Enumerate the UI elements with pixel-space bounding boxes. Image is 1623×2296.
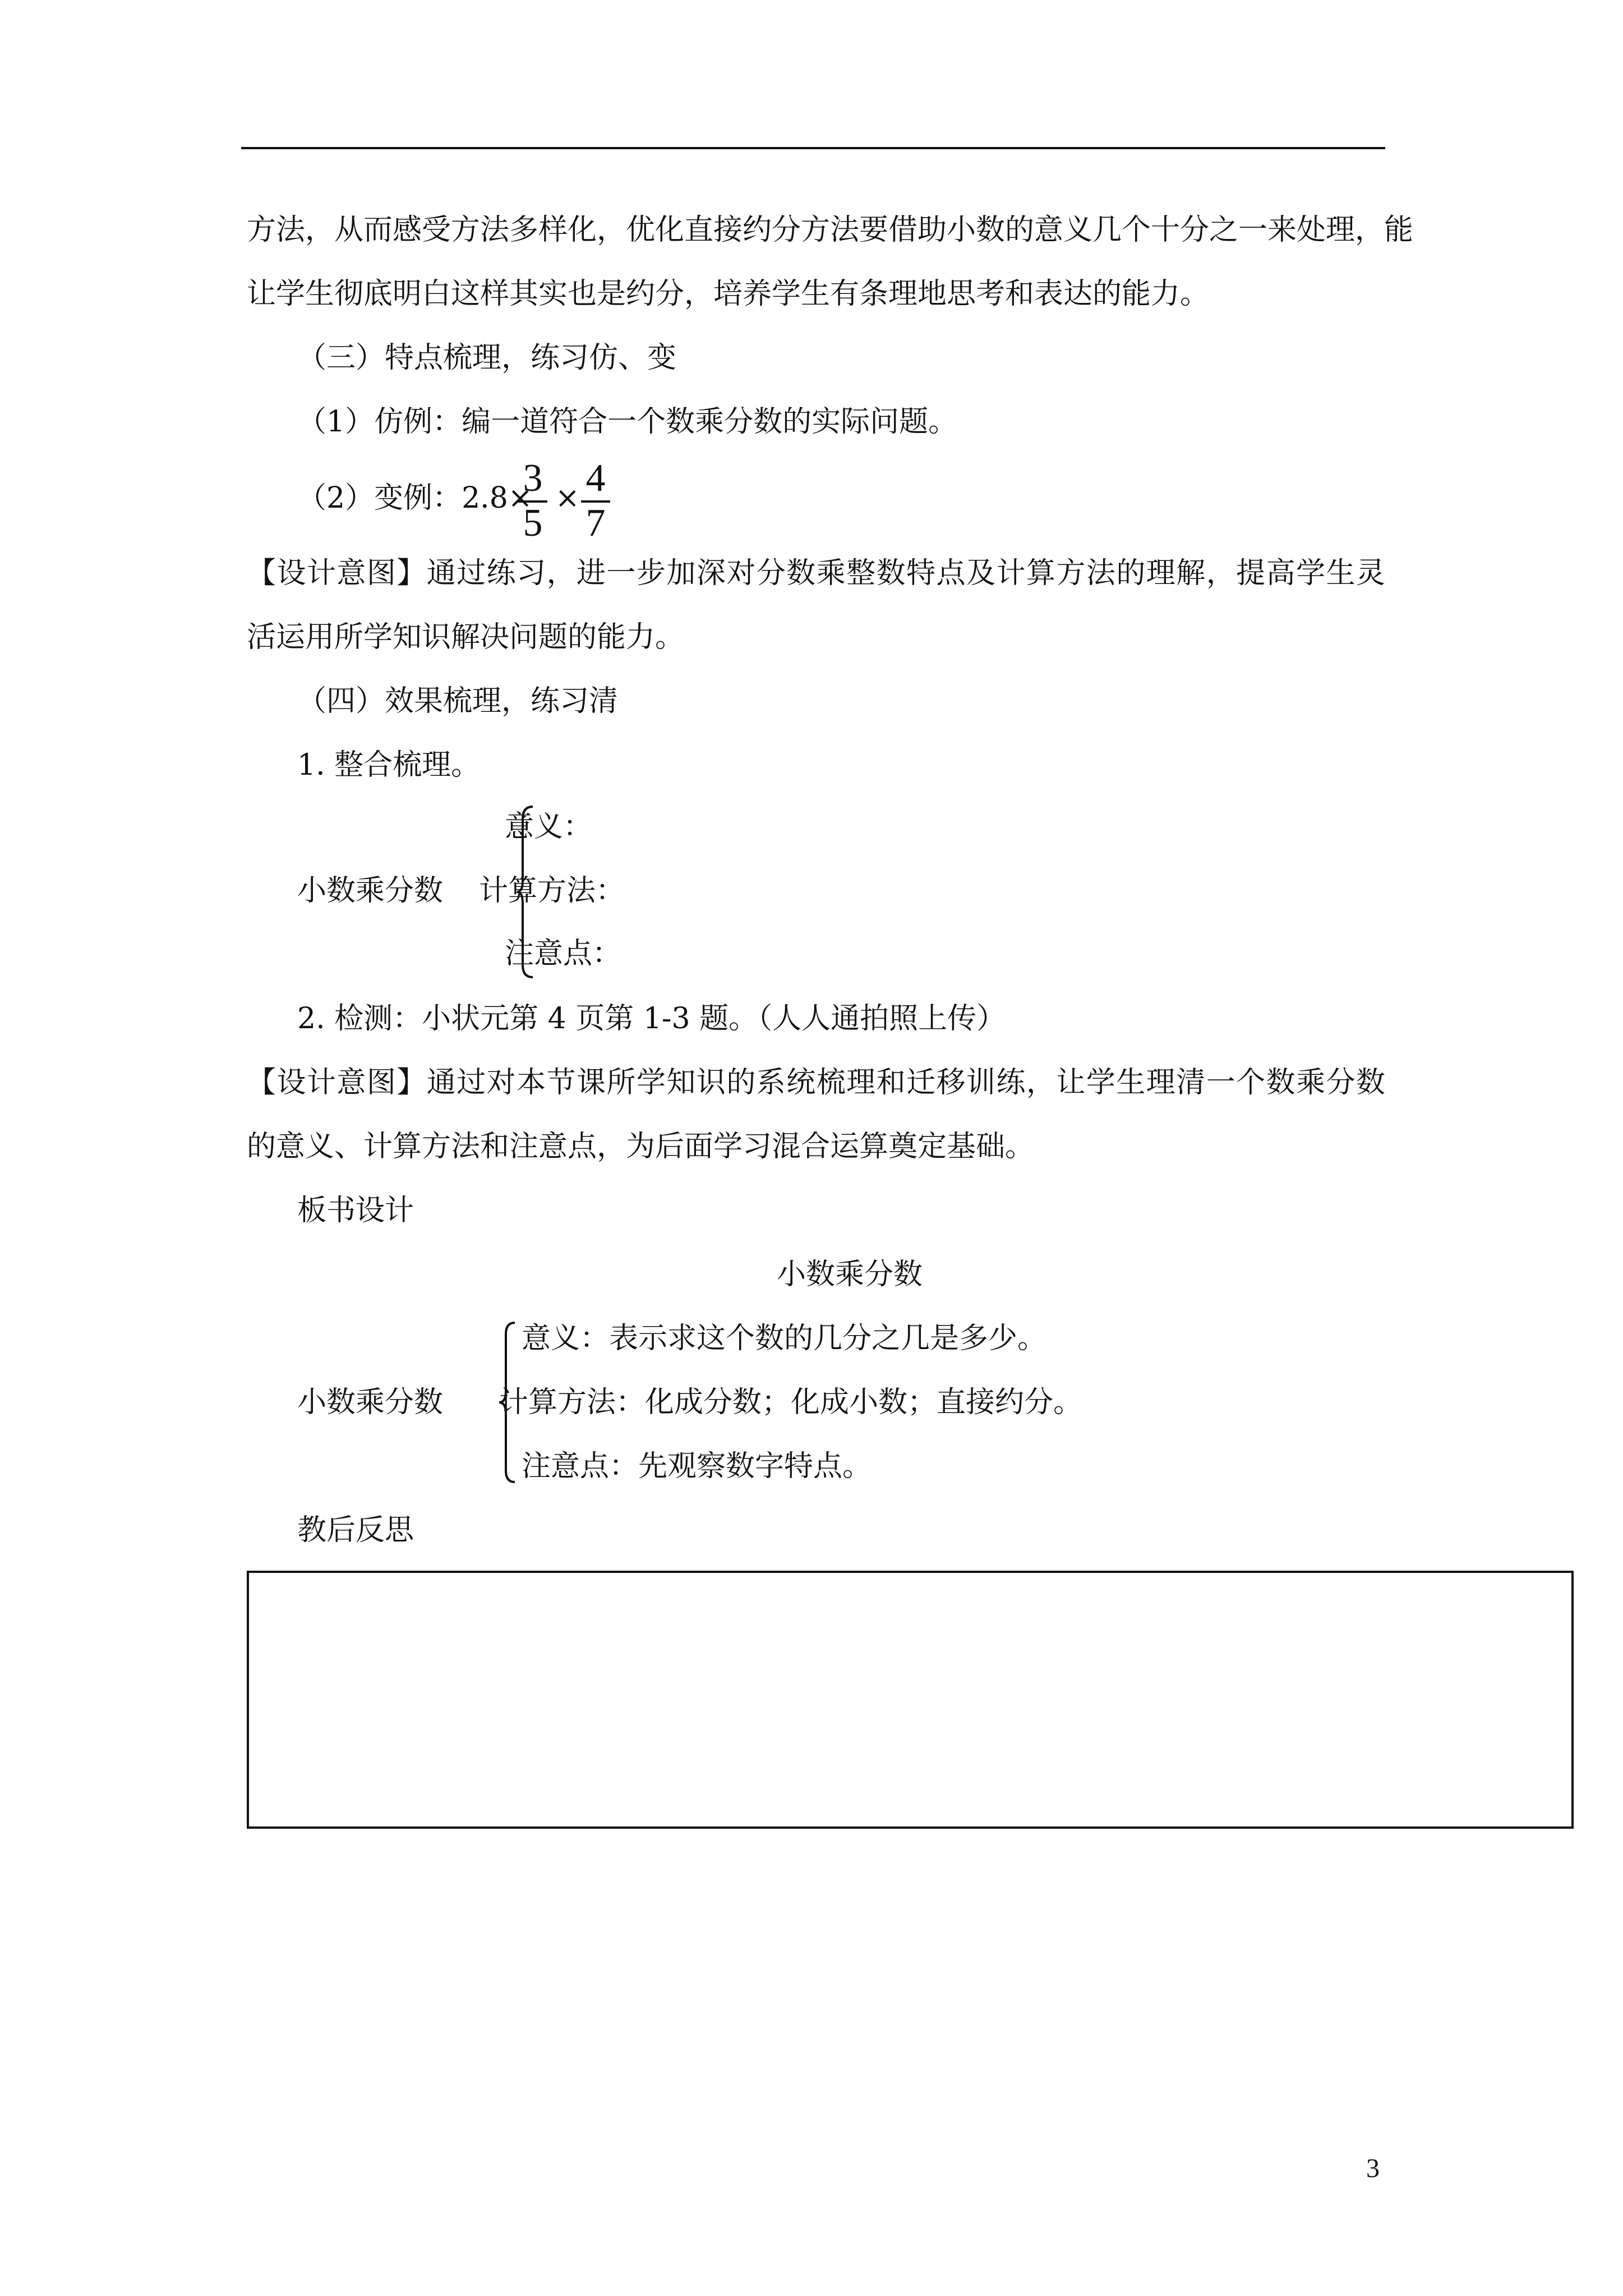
- times-sign: ×: [555, 481, 580, 515]
- board-item-method: 计算方法：化成分数；化成小数；直接约分。: [499, 1386, 1083, 1419]
- board-heading: 板书设计: [297, 1194, 414, 1227]
- section-title: （四）效果梳理，练习清: [297, 684, 619, 718]
- check-item: 2. 检测：小状元第 4 页第 1-3 题。（人人通拍照上传）: [297, 1002, 1006, 1036]
- summary-label: 小数乘分数: [297, 874, 444, 908]
- exercise-item-imitation: （1）仿例：编一道符合一个数乘分数的实际问题。: [297, 405, 958, 439]
- board-brace-icon: [498, 1318, 520, 1487]
- header-rule: [241, 147, 1385, 149]
- page-number: 3: [1366, 2154, 1380, 2183]
- exercise-item-variation: （2）变例：2.8×: [297, 481, 533, 515]
- board-item-meaning: 意义：表示求这个数的几分之几是多少。: [522, 1322, 1047, 1355]
- design-intent-line: 活运用所学知识解决问题的能力。: [247, 620, 685, 654]
- paragraph-line: 让学生彻底明白这样其实也是约分，培养学生有条理地思考和表达的能力。: [247, 277, 1210, 311]
- fraction-numerator: 3: [523, 457, 543, 500]
- paragraph-line: 方法，从而感受方法多样化，优化直接约分方法要借助小数的意义几个十分之一来处理，能: [247, 213, 1414, 247]
- design-intent-line: 的意义、计算方法和注意点，为后面学习混合运算奠定基础。: [247, 1130, 1035, 1163]
- board-title: 小数乘分数: [777, 1258, 923, 1291]
- summary-item-notes: 注意点：: [505, 937, 622, 970]
- summary-item-meaning: 意义：: [505, 810, 593, 844]
- fraction-denominator: 5: [523, 501, 543, 545]
- board-item-notes: 注意点：先观察数字特点。: [522, 1450, 872, 1483]
- fraction-denominator: 7: [585, 501, 606, 545]
- section-title: （三）特点梳理，练习仿、变: [297, 341, 677, 375]
- reflection-box: [247, 1571, 1574, 1829]
- design-intent-line: 【设计意图】通过对本节课所学知识的系统梳理和迁移训练，让学生理清一个数乘分数: [247, 1066, 1385, 1099]
- summary-item-method: 计算方法：: [479, 874, 625, 908]
- integrate-title: 1. 整合梳理。: [297, 748, 481, 782]
- summary-brace-icon: [516, 802, 538, 982]
- design-intent-line: 【设计意图】通过练习，进一步加深对分数乘整数特点及计算方法的理解，提高学生灵: [247, 556, 1385, 590]
- reflection-heading: 教后反思: [297, 1513, 414, 1547]
- fraction-numerator: 4: [585, 457, 606, 500]
- board-label: 小数乘分数: [297, 1386, 444, 1419]
